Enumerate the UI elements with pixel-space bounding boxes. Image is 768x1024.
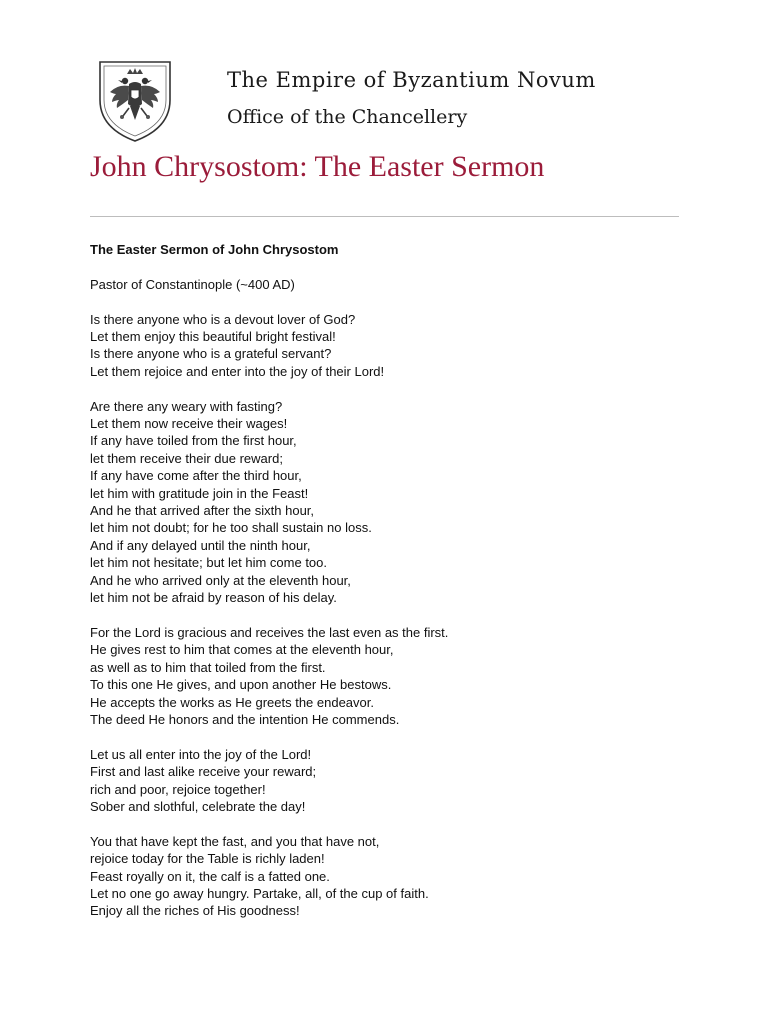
verse-line: First and last alike receive your reward; (90, 764, 317, 780)
verse-line: let them receive their due reward; (90, 450, 283, 466)
verse-line: Feast royally on it, the calf is a fatted one. (90, 868, 330, 884)
letterhead (96, 56, 676, 146)
stanza-2 (90, 398, 690, 607)
verse-line: Let us all enter into the joy of the Lord! (90, 746, 312, 762)
sermon-content (90, 241, 690, 937)
verse-line: He gives rest to him that comes at the eleventh hour, (90, 642, 394, 658)
verse-line: He accepts the works as He greets the endeavor. (90, 694, 374, 710)
verse-line: The deed He honors and the intention He commends. (90, 711, 400, 727)
verse-line: as well as to him that toiled from the first. (90, 659, 326, 675)
verse-line: If any have come after the third hour, (90, 468, 302, 484)
verse-line: Let them rejoice and enter into the joy of their Lord! (90, 363, 385, 379)
verse-line: let him with gratitude join in the Feast! (90, 485, 309, 501)
verse-line: let him not be afraid by reason of his delay. (90, 590, 337, 606)
stanza-5 (90, 833, 690, 920)
verse-line: Let no one go away hungry. Partake, all, of the cup of faith. (90, 885, 429, 901)
verse-line: Let them now receive their wages! (90, 416, 288, 432)
stanza-3 (90, 624, 690, 728)
verse-line: And if any delayed until the ninth hour, (90, 537, 311, 553)
office-name: Office of the Chancellery (227, 106, 468, 128)
verse-line: let him not hesitate; but let him come too. (90, 555, 328, 571)
verse-line: If any have toiled from the first hour, (90, 433, 297, 449)
header-divider (90, 216, 679, 217)
organization-name: The Empire of Byzantium Novum (227, 68, 596, 92)
sermon-subtitle: Pastor of Constantinople (~400 AD) (90, 276, 295, 292)
stanza-1 (90, 311, 690, 381)
verse-line: Enjoy all the riches of His goodness! (90, 903, 300, 919)
sermon-heading: The Easter Sermon of John Chrysostom (90, 242, 339, 257)
page-title: John Chrysostom: The Easter Sermon (90, 150, 545, 183)
verse-line: Let them enjoy this beautiful bright festival! (90, 329, 336, 344)
stanza-4 (90, 746, 690, 816)
verse-line: rich and poor, rejoice together! (90, 781, 266, 797)
verse-line: Are there any weary with fasting? (90, 398, 283, 414)
verse-line: And he who arrived only at the eleventh hour, (90, 572, 351, 588)
verse-line: rejoice today for the Table is richly laden! (90, 851, 325, 867)
verse-line: For the Lord is gracious and receives the last even as the first. (90, 624, 449, 640)
verse-line: let him not doubt; for he too shall sustain no loss. (90, 520, 372, 536)
verse-line: To this one He gives, and upon another He bestows. (90, 677, 392, 693)
verse-line: Is there anyone who is a grateful servant? (90, 346, 332, 362)
verse-line: And he that arrived after the sixth hour, (90, 503, 315, 519)
verse-line: Sober and slothful, celebrate the day! (90, 798, 306, 814)
verse-line: Is there anyone who is a devout lover of God? (90, 311, 356, 327)
verse-line: You that have kept the fast, and you that have not, (90, 833, 380, 849)
double-headed-eagle-shield-icon (96, 56, 174, 144)
